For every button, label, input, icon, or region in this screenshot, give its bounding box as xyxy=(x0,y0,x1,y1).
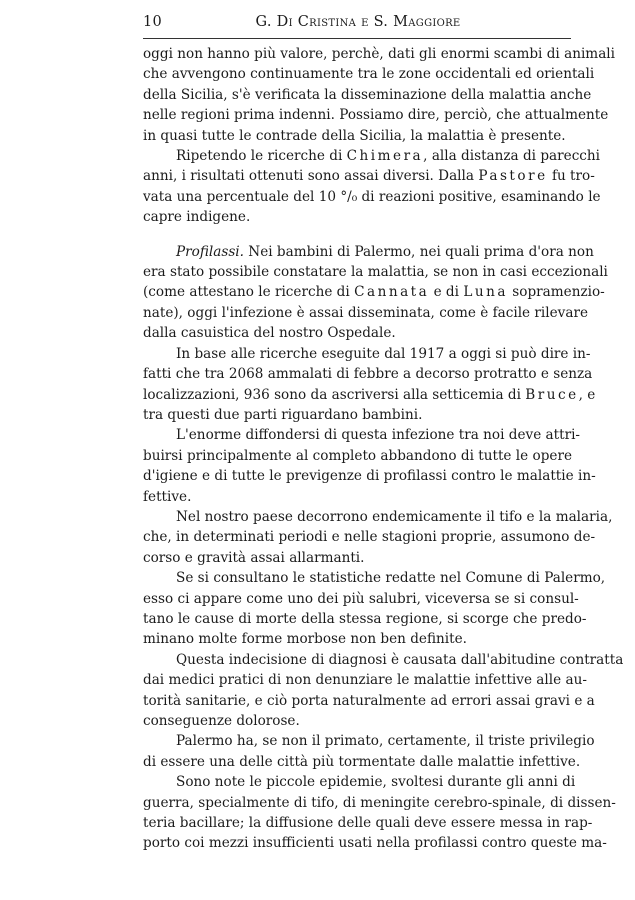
text-line: Ripetendo le ricerche di Chimera, alla distanza di parecchi xyxy=(176,148,601,165)
running-head: G. Di Cristina e S. Maggiore xyxy=(255,14,461,30)
section-heading: Profilassi. xyxy=(176,243,244,260)
page-number: 10 xyxy=(143,14,163,30)
text-line: teria bacillare; la diffusione delle quali deve essere messa in rap- xyxy=(143,815,593,832)
text-line: che, in determinati periodi e nelle stagioni proprie, assumono de- xyxy=(143,529,596,546)
text-line: nelle regioni prima indenni. Possiamo dire, perciò, che attualmente xyxy=(143,107,609,124)
text-line: anni, i risultati ottenuti sono assai diversi. Dalla Pastore fu tro- xyxy=(143,168,595,185)
paragraph xyxy=(143,731,595,772)
text-line: localizzazioni, 936 sono da ascriversi alla setticemia di Bruce, e xyxy=(143,386,596,403)
text-line: di essere una delle città più tormentate dalle malattie infettive. xyxy=(143,753,581,770)
text-line: Nel nostro paese decorrono endemicamente il tifo e la malaria, xyxy=(176,508,613,525)
text-line: Palermo ha, se non il primato, certamente, il triste privilegio xyxy=(176,733,595,750)
text-line: torità sanitarie, e ciò porta naturalmente ad errori assai gravi e a xyxy=(143,692,595,709)
text-line: oggi non hanno più valore, perchè, dati gli enormi scambi di animali xyxy=(143,46,615,62)
text-line: esso ci appare come uno dei più salubri, viceversa se si consul- xyxy=(143,590,579,607)
text-line: Se si consultano le statistiche redatte nel Comune di Palermo, xyxy=(176,570,606,587)
text-line: tra questi due parti riguardano bambini. xyxy=(143,406,423,423)
text-line: corso e gravità assai allarmanti. xyxy=(143,549,365,566)
text-line: porto coi mezzi insufficienti usati nella profilassi contro queste ma- xyxy=(143,835,607,852)
text-line: In base alle ricerche eseguite dal 1917 a oggi si può dire in- xyxy=(176,345,591,362)
text-line: fettive. xyxy=(143,488,192,505)
text-line: era stato possibile constatare la malattia, se non in casi eccezionali xyxy=(143,264,608,281)
text-line: dalla casuistica del nostro Ospedale. xyxy=(143,325,396,342)
text-line xyxy=(143,242,594,262)
header-rule xyxy=(143,38,571,39)
text-line: L'enorme diffondersi di questa infezione tra noi deve attri- xyxy=(176,427,581,444)
section-gap xyxy=(143,228,571,242)
text-line: d'igiene e di tutte le previgenze di profilassi contro le malattie in- xyxy=(143,468,596,485)
text-line: dai medici pratici di non denunziare le malattie infettive alle au- xyxy=(143,672,587,689)
paragraph xyxy=(143,242,608,344)
paragraph xyxy=(143,425,596,507)
body-text xyxy=(143,44,624,854)
text-line: Questa indecisione di diagnosi è causata dall'abitudine contratta xyxy=(176,651,624,668)
paragraph xyxy=(143,650,624,732)
text-line: capre indigene. xyxy=(143,209,251,226)
text-line: buirsi principalmente al completo abbandono di tutte le opere xyxy=(143,447,572,464)
text-line: della Sicilia, s'è verificata la disseminazione della malattia anche xyxy=(143,86,592,103)
paragraph xyxy=(143,507,613,568)
text-line: guerra, specialmente di tifo, di meningite cerebro-spinale, di dissen- xyxy=(143,794,616,811)
text-line: minano molte forme morbose non ben definite. xyxy=(143,631,467,648)
text-line: fatti che tra 2068 ammalati di febbre a decorso protratto e senza xyxy=(143,366,593,383)
text-line: tano le cause di morte della stessa regione, si scorge che predo- xyxy=(143,610,587,627)
paragraph xyxy=(143,44,615,146)
text-line: vata una percentuale del 10 °/₀ di reazioni positive, esaminando le xyxy=(143,188,601,205)
text-line: nate), oggi l'infezione è assai disseminata, come è facile rilevare xyxy=(143,304,588,321)
paragraph xyxy=(143,568,606,650)
paragraph xyxy=(143,344,596,426)
page-header xyxy=(143,12,573,34)
paragraph xyxy=(143,772,616,854)
text-line: conseguenze dolorose. xyxy=(143,713,300,729)
text-line: Sono note le piccole epidemie, svoltesi durante gli anni di xyxy=(176,774,576,791)
text-line: che avvengono continuamente tra le zone occidentali ed orientali xyxy=(143,66,595,83)
text-line: in quasi tutte le contrade della Sicilia, la malattia è presente. xyxy=(143,127,566,144)
text-line: (come attestano le ricerche di Cannata e di Luna sopramenzio- xyxy=(143,284,605,301)
heading-line-text: Nei bambini di Palermo, nei quali prima d'ora non xyxy=(248,243,594,260)
paragraph xyxy=(143,146,601,228)
